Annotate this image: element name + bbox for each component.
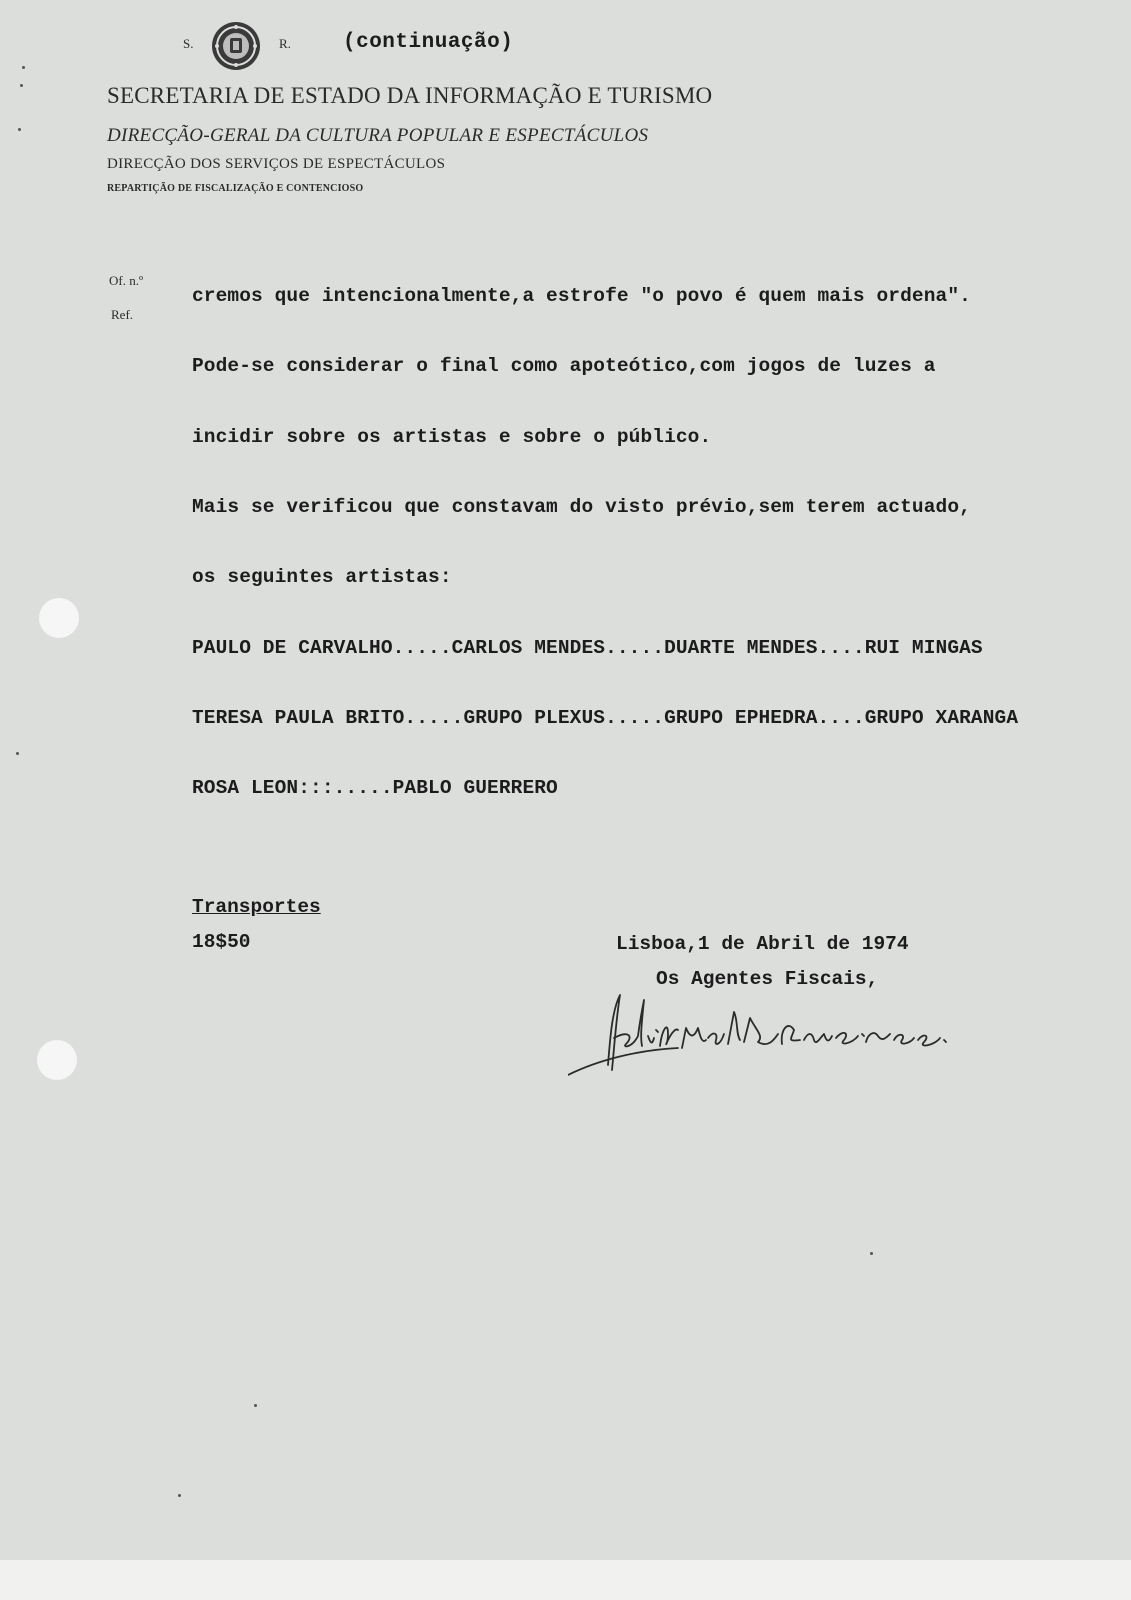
ministry-heading: SECRETARIA DE ESTADO DA INFORMAÇÃO E TURISMO xyxy=(107,83,713,108)
reference-label: Ref. xyxy=(111,307,134,322)
transport-label: Transportes xyxy=(192,896,321,918)
scan-speck xyxy=(870,1252,873,1255)
scan-speck xyxy=(178,1494,181,1497)
handwritten-signature-icon xyxy=(568,990,978,1090)
punch-hole xyxy=(37,1040,77,1080)
transport-amount: 18$50 xyxy=(192,931,251,953)
body-line: Mais se verificou que constavam do visto prévio,sem terem actuado, xyxy=(192,496,971,518)
scan-speck xyxy=(22,66,25,69)
artist-list-line: PAULO DE CARVALHO.....CARLOS MENDES.....DUARTE MENDES....RUI MINGAS xyxy=(192,637,983,659)
place-and-date: Lisboa,1 de Abril de 1974 xyxy=(616,933,909,955)
punch-hole xyxy=(39,598,79,638)
continuation-note: (continuação) xyxy=(343,31,514,54)
department-heading: REPARTIÇÃO DE FISCALIZAÇÃO E CONTENCIOSO xyxy=(107,183,364,194)
seal-right-letter: R. xyxy=(279,36,291,51)
seal-left-letter: S. xyxy=(183,36,194,51)
scan-speck xyxy=(254,1404,257,1407)
scan-speck xyxy=(16,752,19,755)
body-line: cremos que intencionalmente,a estrofe "o povo é quem mais ordena". xyxy=(192,285,971,307)
signatories-label: Os Agentes Fiscais, xyxy=(656,968,879,990)
scan-margin xyxy=(0,1560,1131,1600)
artist-list-line: TERESA PAULA BRITO.....GRUPO PLEXUS.....GRUPO EPHEDRA....GRUPO XARANGA xyxy=(192,707,1019,729)
scan-speck xyxy=(20,84,23,87)
scan-speck xyxy=(18,128,21,131)
artist-list-line: ROSA LEON:::.....PABLO GUERRERO xyxy=(192,777,558,799)
directorate-heading: DIRECÇÃO-GERAL DA CULTURA POPULAR E ESPECTÁCULOS xyxy=(107,125,649,146)
body-line: incidir sobre os artistas e sobre o público. xyxy=(192,426,712,448)
services-heading: DIRECÇÃO DOS SERVIÇOS DE ESPECTÁCULOS xyxy=(107,156,446,172)
office-number-label: Of. n.º xyxy=(109,273,143,288)
body-line: os seguintes artistas: xyxy=(192,566,452,588)
body-line: Pode-se considerar o final como apoteótico,com jogos de luzes a xyxy=(192,355,936,377)
coat-of-arms-seal-icon xyxy=(210,20,262,72)
